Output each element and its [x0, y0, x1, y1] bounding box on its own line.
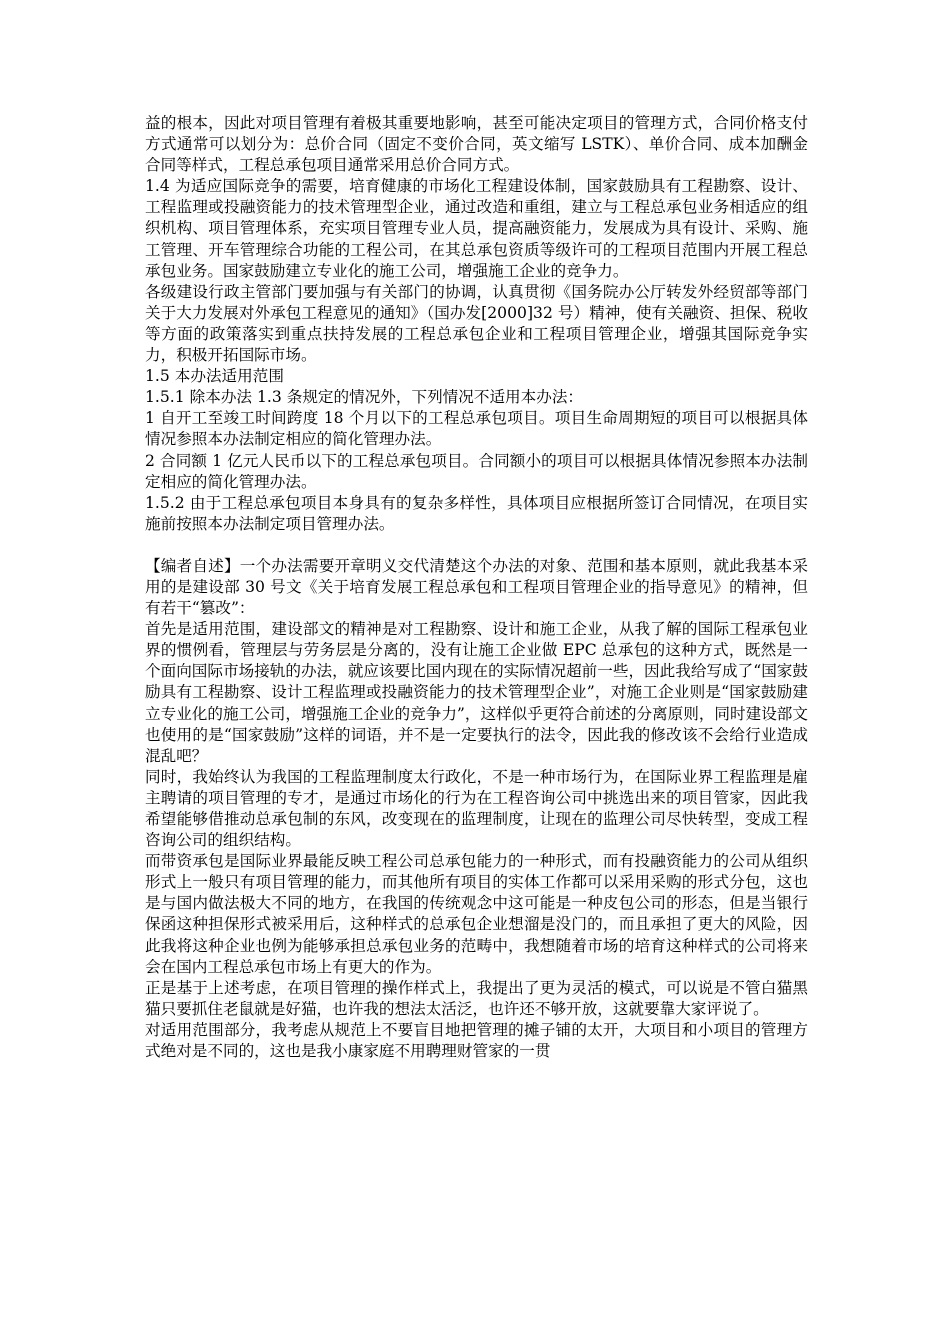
commentary-intro: 【编者自述】一个办法需要开章明义交代清楚这个办法的对象、范围和基本原则，就此我基本采用的是建设部 30 号文《关于培育发展工程总承包和工程项目管理企业的指导意见》的精神，但有若干“篡改”： [145, 556, 808, 618]
commentary-project-scale: 对适用范围部分，我考虑从规范上不要盲目地把管理的摊子铺的太开，大项目和小项目的管理方式绝对是不同的，这也是我小康家庭不用聘理财管家的一贯 [145, 1020, 808, 1061]
commentary-financing: 而带资承包是国际业界最能反映工程公司总承包能力的一种形式，而有投融资能力的公司从组织形式上一般只有项目管理的能力，而其他所有项目的实体工作都可以采用采购的形式分包，这也是与国内做法极大不同的地方，在我国的传统观念中这可能是一种皮包公司的形态，但是当银行保函这种担保形式被采用后，这种样式的总承包企业想溜是没门的，而且承担了更大的风险，因此我将这种企业也例为能够承担总承包业务的范畴中，我想随着市场的培育这种样式的公司将来会在国内工程总承包市场上有更大的作为。 [145, 852, 808, 976]
commentary-scope: 首先是适用范围，建设部文的精神是对工程勘察、设计和施工企业，从我了解的国际工程承包业界的惯例看，管理层与劳务层是分离的，没有让施工企业做 EPC 总承包的这种方式，既然是一个面向国际市场接轨的办法，就应该要比国内现在的实际情况超前一些，因此我给写成了“国家鼓励具有工程勘察、设计工程监理或投融资能力的技术管理型企业”，对施工企业则是“国家鼓励建立专业化的施工公司，增强施工企业的竞争力”，这样似乎更符合前述的分离原则，同时建设部文也使用的是“国家鼓励”这样的词语，并不是一定要执行的法令，因此我的修改该不会给行业造成混乱吧？ [145, 620, 808, 765]
paragraph-contract-types: 益的根本，因此对项目管理有着极其重要地影响，甚至可能决定项目的管理方式，合同价格支付方式通常可以划分为：总价合同（固定不变价合同，英文缩写 LSTK）、单价合同、成本加酬金合同等样式，工程总承包项目通常采用总价合同方式。 [145, 114, 808, 175]
paragraph-spacer [145, 535, 808, 556]
paragraph-section-1-5-2: 1.5.2 由于工程总承包项目本身具有的复杂多样性，具体项目应根据所签订合同情况，在项目实施前按照本办法制定项目管理办法。 [145, 493, 808, 533]
commentary-flexibility: 正是基于上述考虑，在项目管理的操作样式上，我提出了更为灵活的模式，可以说是不管白猫黑猫只要抓住老鼠就是好猫，也许我的想法太活泛，也许还不够开放，这就要靠大家评说了。 [145, 978, 808, 1018]
list-item-1: 1 自开工至竣工时间跨度 18 个月以下的工程总承包项目。项目生命周期短的项目可以根据具体情况参照本办法制定相应的简化管理办法。 [145, 409, 808, 449]
paragraph-section-1-4: 1.4 为适应国际竞争的需要，培育健康的市场化工程建设体制，国家鼓励具有工程勘察、设计、工程监理或投融资能力的技术管理型企业，通过改造和重组，建立与工程总承包业务相适应的组织机构、项目管理体系，充实项目管理专业人员，提高融资能力，发展成为具有设计、采购、施工管理、开车管理综合功能的工程公司，在其总承包资质等级许可的工程项目范围内开展工程总承包业务。国家鼓励建立专业化的施工公司，增强施工企业的竞争力。 [145, 177, 808, 280]
document-page [145, 113, 808, 1062]
heading-section-1-5: 1.5 本办法适用范围 [145, 367, 284, 386]
paragraph-section-1-5-1: 1.5.1 除本办法 1.3 条规定的情况外，下列情况不适用本办法： [145, 388, 584, 407]
list-item-2: 2 合同额 1 亿元人民币以下的工程总承包项目。合同额小的项目可以根据具体情况参照本办法制定相应的简化管理办法。 [145, 451, 808, 491]
paragraph-policy-coordination: 各级建设行政主管部门要加强与有关部门的协调，认真贯彻《国务院办公厅转发外经贸部等部门关于大力发展对外承包工程意见的通知》（国办发[2000]32 号）精神，使有关融资、担保、税收等方面的政策落实到重点扶持发展的工程总承包企业和工程项目管理企业，增强其国际竞争实力，积极开拓国际市场。 [145, 282, 808, 365]
commentary-supervision: 同时，我始终认为我国的工程监理制度太行政化，不是一种市场行为，在国际业界工程监理是雇主聘请的项目管理的专才，是通过市场化的行为在工程咨询公司中挑选出来的项目管家，因此我希望能够借推动总承包制的东风，改变现在的监理制度，让现在的监理公司尽快转型，变成工程咨询公司的组织结构。 [145, 767, 808, 850]
